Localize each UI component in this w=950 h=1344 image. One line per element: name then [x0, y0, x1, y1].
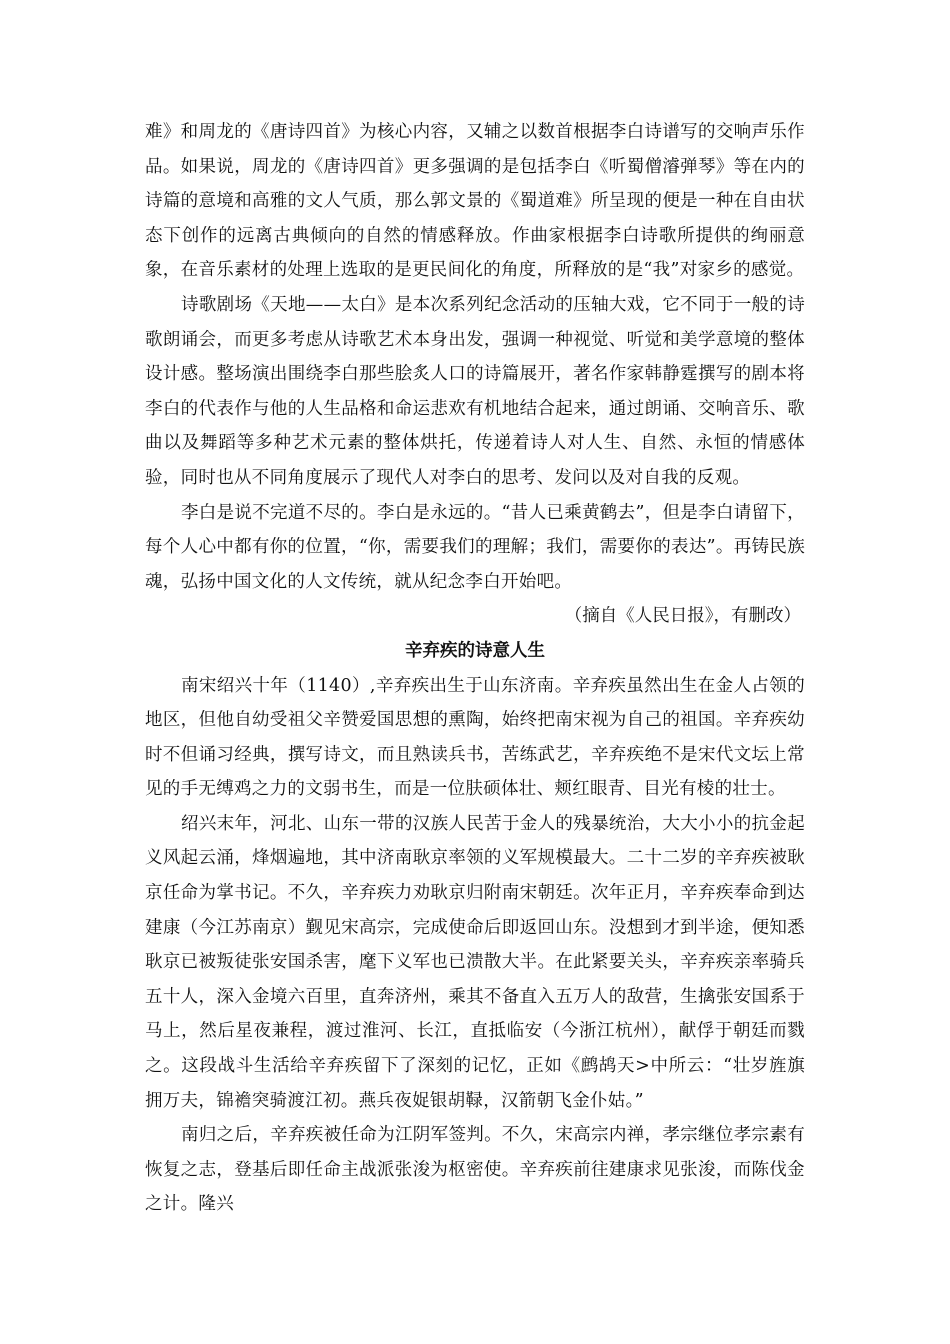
article1-paragraph-2: 诗歌剧场《天地——太白》是本次系列纪念活动的压轴大戏，它不同于一般的诗歌朗诵会，而更多考虑从诗歌艺术本身出发，强调一种视觉、听觉和美学意境的整体设计感。整场演出围绕李白那些脍炙人口的诗篇展开，著名作家韩静霆撰写的剧本将李白的代表作与他的人生品格和命运悲欢有机地结合起来，通过朗诵、交响音乐、歌曲以及舞蹈等多种艺术元素的整体烘托，传递着诗人对人生、自然、永恒的情感体验，同时也从不同角度展示了现代人对李白的思考、发问以及对自我的反观。: [145, 294, 805, 488]
article1-source: （摘自《人民日报》，有删改）: [564, 606, 801, 627]
article2-paragraph-1: 南宋绍兴十年（1140）,辛弃疾出生于山东济南。辛弃疾虽然出生在金人占领的地区，但他自幼受祖父辛赞爱国思想的熏陶，始终把南宋视为自己的祖国。辛弃疾幼时不但诵习经典，撰写诗文，而且熟读兵书，苦练武艺，辛弃疾绝不是宋代文坛上常见的手无缚鸡之力的文弱书生，而是一位肤硕体壮、颊红眼青、目光有棱的壮士。: [145, 675, 805, 800]
document-page: [145, 115, 805, 1222]
article2-paragraph-3: 南归之后，辛弃疾被任命为江阴军签判。不久，宋高宗内禅，孝宗继位孝宗素有恢复之志，登基后即任命主战派张浚为枢密使。辛弃疾前往建康求见张浚，而陈伐金之计。隆兴: [145, 1125, 805, 1215]
article2-paragraph-2: 绍兴末年，河北、山东一带的汉族人民苦于金人的残暴统治，大大小小的抗金起义风起云涌，烽烟遍地，其中济南耿京率领的义军规模最大。二十二岁的辛弃疾被耿京任命为掌书记。不久，辛弃疾力劝耿京归附南宋朝廷。次年正月，辛弃疾奉命到达建康（今江苏南京）觐见宋高宗，完成使命后即返回山东。没想到才到半途，便知悉耿京已被叛徒张安国杀害，麾下义军也已溃散大半。在此紧要关头，辛弃疾亲率骑兵五十人，深入金境六百里，直奔济州，乘其不备直入五万人的敌营，生擒张安国系于马上，然后星夜兼程，渡过淮河、长江，直抵临安（今浙江杭州），献俘于朝廷而戮之。这段战斗生活给辛弃疾留下了深刻的记忆，正如《鹧鸪天>中所云：“壮岁旌旗拥万夫，锦襜突骑渡江初。燕兵夜娖银胡䩮，汉箭朝飞金仆姑。”: [145, 813, 805, 1111]
article2-title: 辛弃疾的诗意人生: [405, 640, 545, 661]
article1-paragraph-3: 李白是说不完道不尽的。李白是永远的。“昔人已乘黄鹤去”，但是李白请留下，每个人心中都有你的位置，“你，需要我们的理解；我们，需要你的表达”。再铸民族魂，弘扬中国文化的人文传统，就从纪念李白开始吧。: [145, 502, 805, 592]
article1-paragraph-1: 难》和周龙的《唐诗四首》为核心内容，又辅之以数首根据李白诗谱写的交响声乐作品。如果说，周龙的《唐诗四首》更多强调的是包括李白《听蜀僧濬弹琴》等在内的诗篇的意境和高雅的文人气质，那么郭文景的《蜀道难》所呈现的便是一种在自由状态下创作的远离古典倾向的自然的情感释放。作曲家根据李白诗歌所提供的绚丽意象，在音乐素材的处理上选取的是更民间化的角度，所释放的是“我”对家乡的感觉。: [145, 122, 805, 281]
